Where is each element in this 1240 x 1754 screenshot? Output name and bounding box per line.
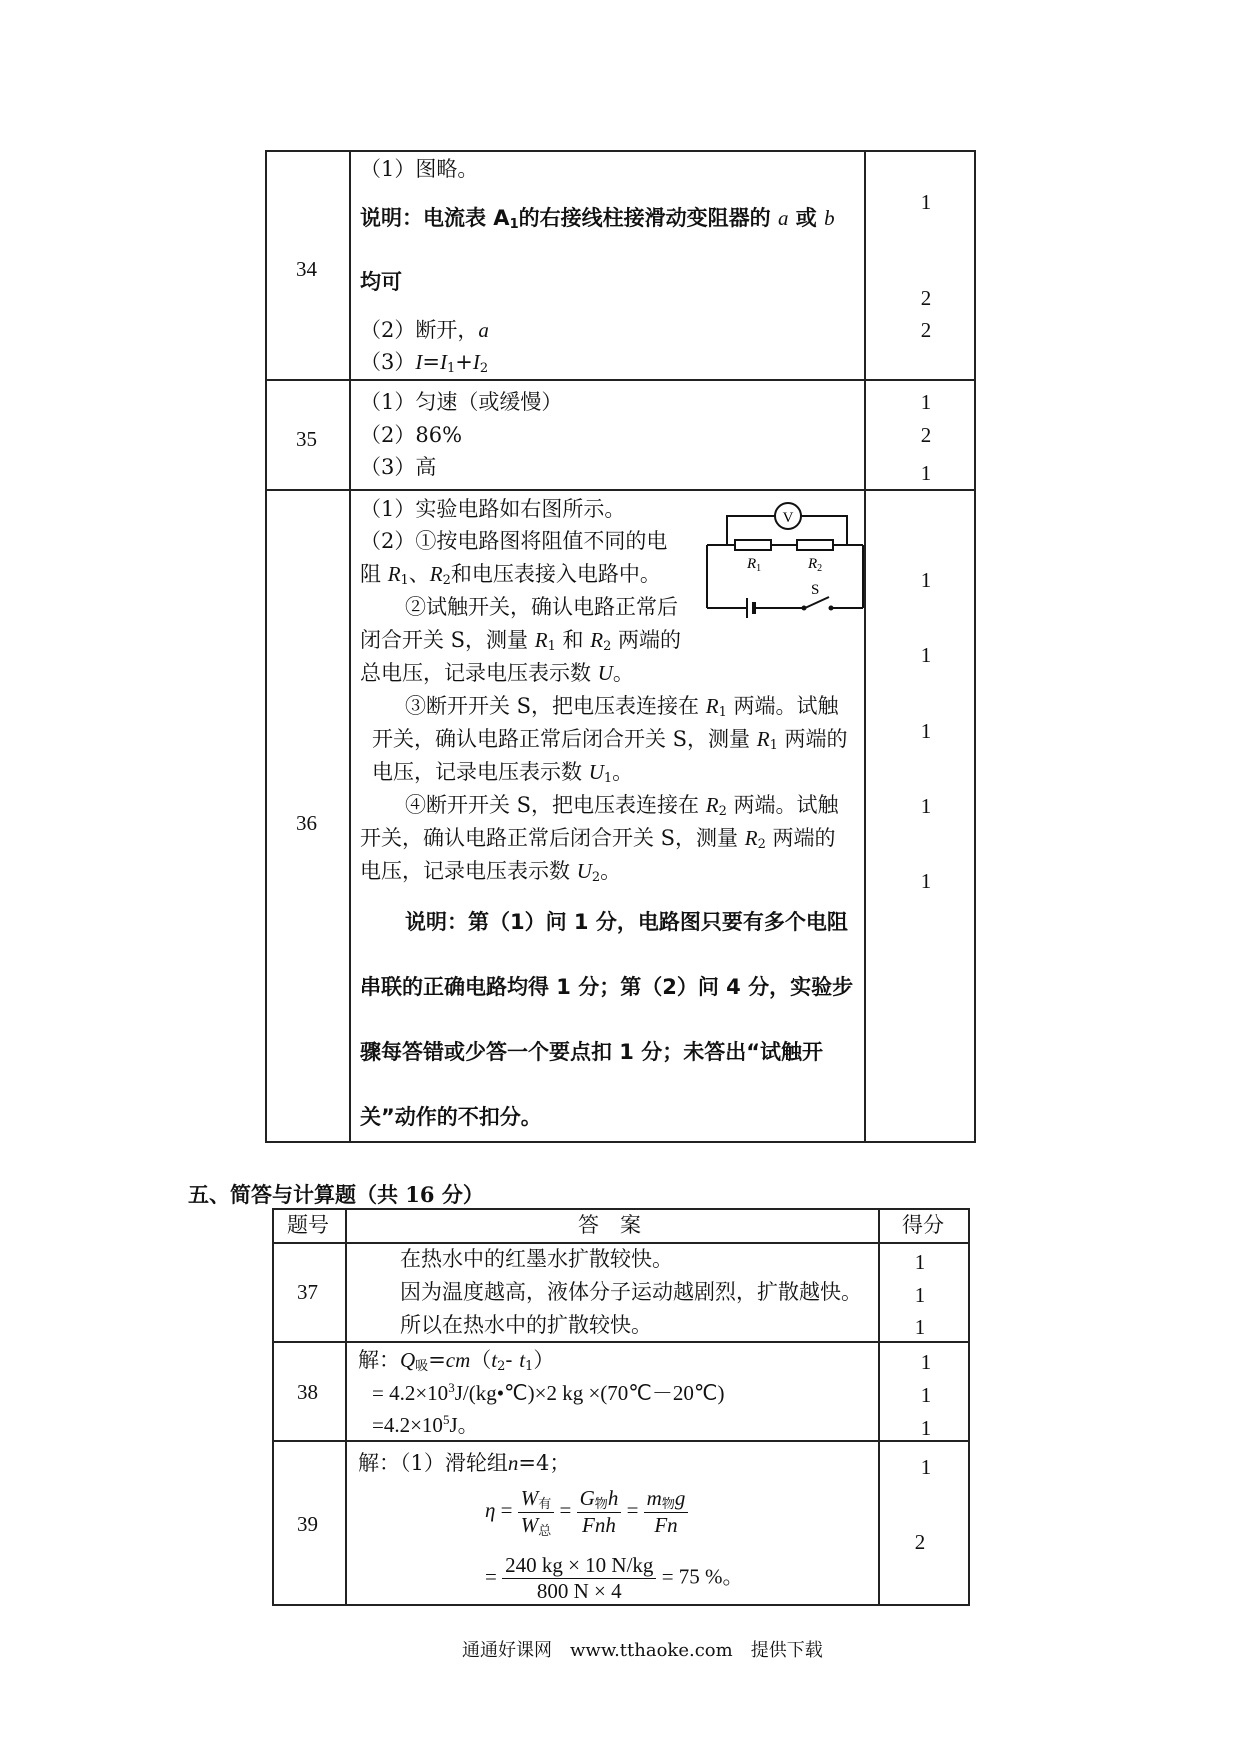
question-number-39: 39 <box>297 1512 318 1536</box>
s5-header-divider <box>272 1242 970 1244</box>
section5-title: 五、简答与计算题（共 16 分） <box>188 1182 484 1207</box>
q38-score-1: 1 <box>920 1350 932 1374</box>
question-number-35: 35 <box>296 427 317 451</box>
switch-lever <box>805 597 829 608</box>
s5-row-divider-37 <box>272 1341 970 1343</box>
q34-line-1: （1）图略。 <box>360 157 479 181</box>
q34-line-4: （2）断开，a <box>360 318 489 342</box>
q36-note-1: 说明：第（1）问 1 分，电路图只要有多个电阻 <box>405 910 848 934</box>
header-answer: 答 案 <box>578 1213 641 1237</box>
question-number-38: 38 <box>297 1380 318 1404</box>
q34-line-3: 均可 <box>360 270 402 294</box>
resistor-r2 <box>797 540 833 550</box>
header-question-no: 题号 <box>287 1213 329 1237</box>
r2-label: $R_2$ <box>808 556 823 574</box>
q36-score-1: 1 <box>920 568 932 592</box>
q35-score-2: 2 <box>920 423 932 447</box>
q34-line-2: 说明：电流表 $A_1$的右接线柱接滑动变阻器的 a 或 b <box>360 206 835 232</box>
switch-pivot <box>802 606 807 611</box>
col-divider-2 <box>864 150 866 1143</box>
q34-score-3: 2 <box>920 318 932 342</box>
q34-score-1: 1 <box>920 190 932 214</box>
q36-note-2: 串联的正确电路均得 1 分；第（2）问 4 分，实验步 <box>360 975 854 999</box>
question-number-34: 34 <box>296 257 317 281</box>
q38-score-2: 1 <box>920 1383 932 1407</box>
q36-line-6: 总电压，记录电压表示数 U。 <box>360 661 634 685</box>
q36-note-3: 骤每答错或少答一个要点扣 1 分；未答出“试触开 <box>360 1040 824 1064</box>
circuit-diagram <box>705 498 870 623</box>
q34-score-2: 2 <box>920 286 932 310</box>
q36-line-3: 阻 $R_1$、$R_2$和电压表接入电路中。 <box>360 562 661 588</box>
q37-line-1: 在热水中的红墨水扩散较快。 <box>400 1247 673 1271</box>
q39-efficiency-formula: η = $\frac{W_有}{W_总}$ = $\frac{G_物h}{\text{Fnh}}$ = $\frac{m_物g}{Fn}$ <box>485 1486 688 1538</box>
voltmeter-label: V <box>782 510 794 526</box>
q36-line-8: 开关，确认电路正常后闭合开关 S，测量 $R_1$ 两端的 <box>372 727 848 753</box>
q36-score-2: 1 <box>920 643 932 667</box>
q38-score-3: 1 <box>920 1416 932 1440</box>
q39-score-1: 1 <box>920 1455 932 1479</box>
q38-line-3: $=4.2\times 10^5J$。 <box>372 1412 479 1437</box>
switch-label: S <box>811 582 820 598</box>
q36-line-12: 电压，记录电压表示数 $U_2$。 <box>360 859 622 885</box>
q39-calculation: = $\frac{240 kg \times 10 N/kg}{800 N \times 4}$ = 75 %。 <box>485 1553 744 1604</box>
footer-source: 通通好课网 www.tthaoke.com 提供下载 <box>462 1640 823 1661</box>
q36-line-5: 闭合开关 S，测量 $R_1$ 和 $R_2$ 两端的 <box>360 628 682 654</box>
q34-line-5: $(3)I=I_1+I_2$ <box>360 350 489 376</box>
question-number-37: 37 <box>297 1280 318 1304</box>
q36-score-3: 1 <box>920 719 932 743</box>
q35-line-2: （2）86% <box>360 423 463 447</box>
q35-line-1: （1）匀速（或缓慢） <box>360 390 563 414</box>
q37-score-1: 1 <box>914 1250 926 1274</box>
s5-col-divider-1 <box>345 1208 347 1606</box>
q35-score-3: 1 <box>920 461 932 485</box>
resistor-r1 <box>735 540 771 550</box>
r1-label: $R_1$ <box>747 556 762 574</box>
q35-score-1: 1 <box>920 390 932 414</box>
row-divider-35 <box>265 489 976 491</box>
q36-line-2: （2）①按电路图将阻值不同的电 <box>360 529 668 553</box>
q36-line-9: 电压，记录电压表示数 $U_1$。 <box>372 760 634 786</box>
q36-line-1: （1）实验电路如右图所示。 <box>360 497 626 521</box>
q36-line-7: ③断开开关 S，把电压表连接在 $R_1$ 两端。试触 <box>405 694 839 720</box>
switch-contact <box>829 606 834 611</box>
q37-score-2: 1 <box>914 1283 926 1307</box>
question-number-36: 36 <box>296 811 317 835</box>
s5-row-divider-38 <box>272 1440 970 1442</box>
s5-col-divider-2 <box>878 1208 880 1606</box>
q39-score-2: 2 <box>914 1530 926 1554</box>
q36-score-5: 1 <box>920 869 932 893</box>
q37-line-3: 所以在热水中的扩散较快。 <box>400 1313 652 1337</box>
col-divider-1 <box>349 150 351 1143</box>
q36-score-4: 1 <box>920 794 932 818</box>
q37-line-2: 因为温度越高，液体分子运动越剧烈，扩散越快。 <box>400 1280 862 1304</box>
q36-line-4: ②试触开关，确认电路正常后 <box>405 595 678 619</box>
q37-score-3: 1 <box>914 1315 926 1339</box>
q38-line-1: 解：$Q_吸=cm(t_2-$ $t_1$） <box>358 1348 555 1374</box>
q35-line-3: （3）高 <box>360 455 437 479</box>
q38-line-2: = $4.2\times 10^3J/(kg•℃)\times 2$ kg ×(70℃－20℃) <box>372 1380 725 1405</box>
q39-line-1: 解：（1）滑轮组n=4； <box>358 1451 571 1475</box>
row-divider-34 <box>265 379 976 381</box>
q36-line-11: 开关，确认电路正常后闭合开关 S，测量 $R_2$ 两端的 <box>360 826 836 852</box>
q36-line-10: ④断开开关 S，把电压表连接在 $R_2$ 两端。试触 <box>405 793 839 819</box>
q36-note-4: 关”动作的不扣分。 <box>360 1105 542 1129</box>
header-score: 得分 <box>902 1213 944 1237</box>
